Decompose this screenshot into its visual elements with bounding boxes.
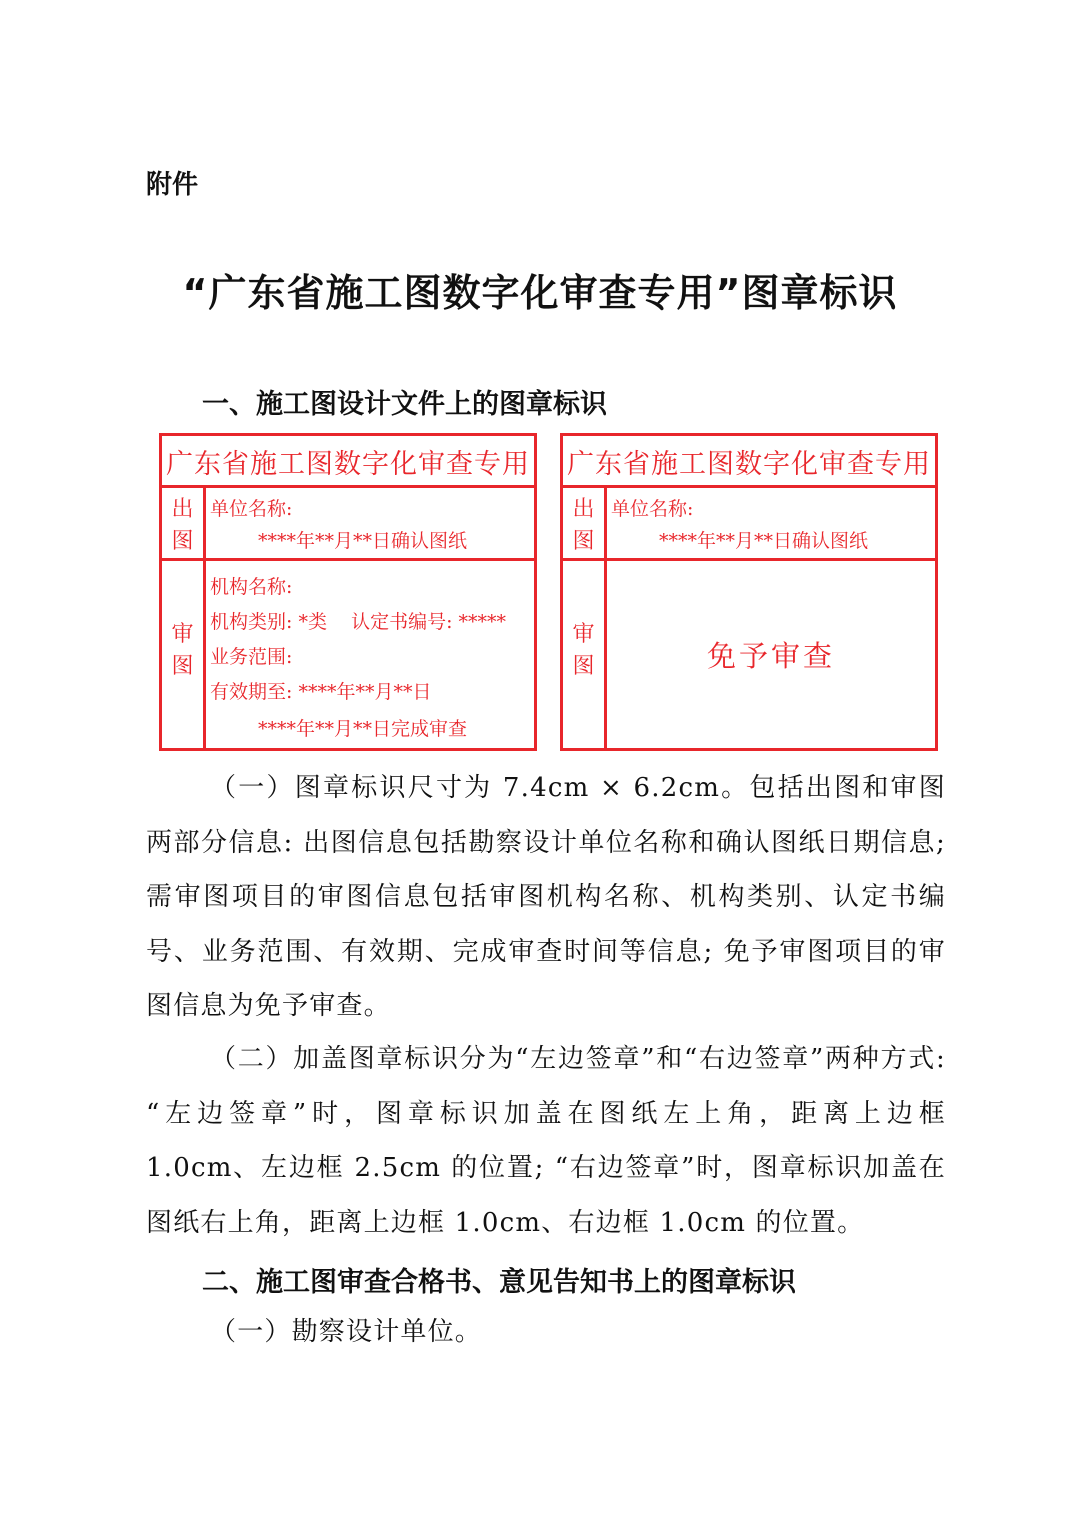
stamp-divider	[604, 488, 607, 748]
stamp-header-row	[162, 436, 534, 488]
stamp-business-scope: 业务范围:	[210, 646, 293, 668]
stamp-exempt-text: 免予审查	[706, 639, 835, 673]
stamp-side-review: 审 图	[171, 622, 194, 679]
paragraph-stamp-size: （一）图章标识尺寸为 7.4cm × 6.2cm。包括出图和审图两部分信息: 出图信息包括勘察设计单位名称和确认图纸日期信息; 需审图项目的审图信息包括审图机构名称、机构类别、认定书编号、业务范围、有效期、完成审查时间等信息; 免予审图项目的审图信息为免予审查。	[146, 773, 946, 1021]
section1-heading: 一、施工图设计文件上的图章标识	[202, 389, 607, 420]
stamp-review-done: ****年**月**日完成审查	[258, 718, 468, 740]
stamp-side-output: 出 图	[572, 497, 595, 554]
stamp-side-output: 出 图	[171, 497, 194, 554]
stamp-unit-name: 单位名称:	[210, 498, 293, 520]
stamp-review-sample	[159, 433, 537, 751]
paragraph-stamp-placement: （二）加盖图章标识分为“左边签章”和“右边签章”两种方式: “左边签章”时，图章标识加盖在图纸左上角，距离上边框 1.0cm、左边框 2.5cm 的位置; “右边签章”时，图章标识加盖在图纸右上角，距离上边框 1.0cm、右边框 1.0cm 的位置。	[146, 1044, 946, 1238]
stamp-org-category: 机构类别: *类 认定书编号: *****	[210, 611, 507, 633]
stamp-exempt-sample	[560, 433, 938, 751]
attachment-label: 附件	[146, 170, 199, 200]
stamp-side-review: 审 图	[572, 622, 595, 679]
stamp-valid-until: 有效期至: ****年**月**日	[210, 681, 432, 703]
stamp-confirm-line: ****年**月**日确认图纸	[258, 530, 468, 552]
stamp-confirm-line: ****年**月**日确认图纸	[659, 530, 869, 552]
stamp-header-row	[563, 436, 935, 488]
page-title: “广东省施工图数字化审查专用”图章标识	[182, 271, 898, 315]
stamp-header: 广东省施工图数字化审查专用	[166, 449, 530, 480]
stamp-unit-name: 单位名称:	[611, 498, 694, 520]
stamp-divider	[203, 488, 206, 748]
paragraph-design-unit: （一）勘察设计单位。	[210, 1317, 483, 1347]
section2-heading: 二、施工图审查合格书、意见告知书上的图章标识	[202, 1267, 796, 1298]
stamp-header: 广东省施工图数字化审查专用	[567, 449, 931, 480]
stamp-org-name: 机构名称:	[210, 576, 293, 598]
